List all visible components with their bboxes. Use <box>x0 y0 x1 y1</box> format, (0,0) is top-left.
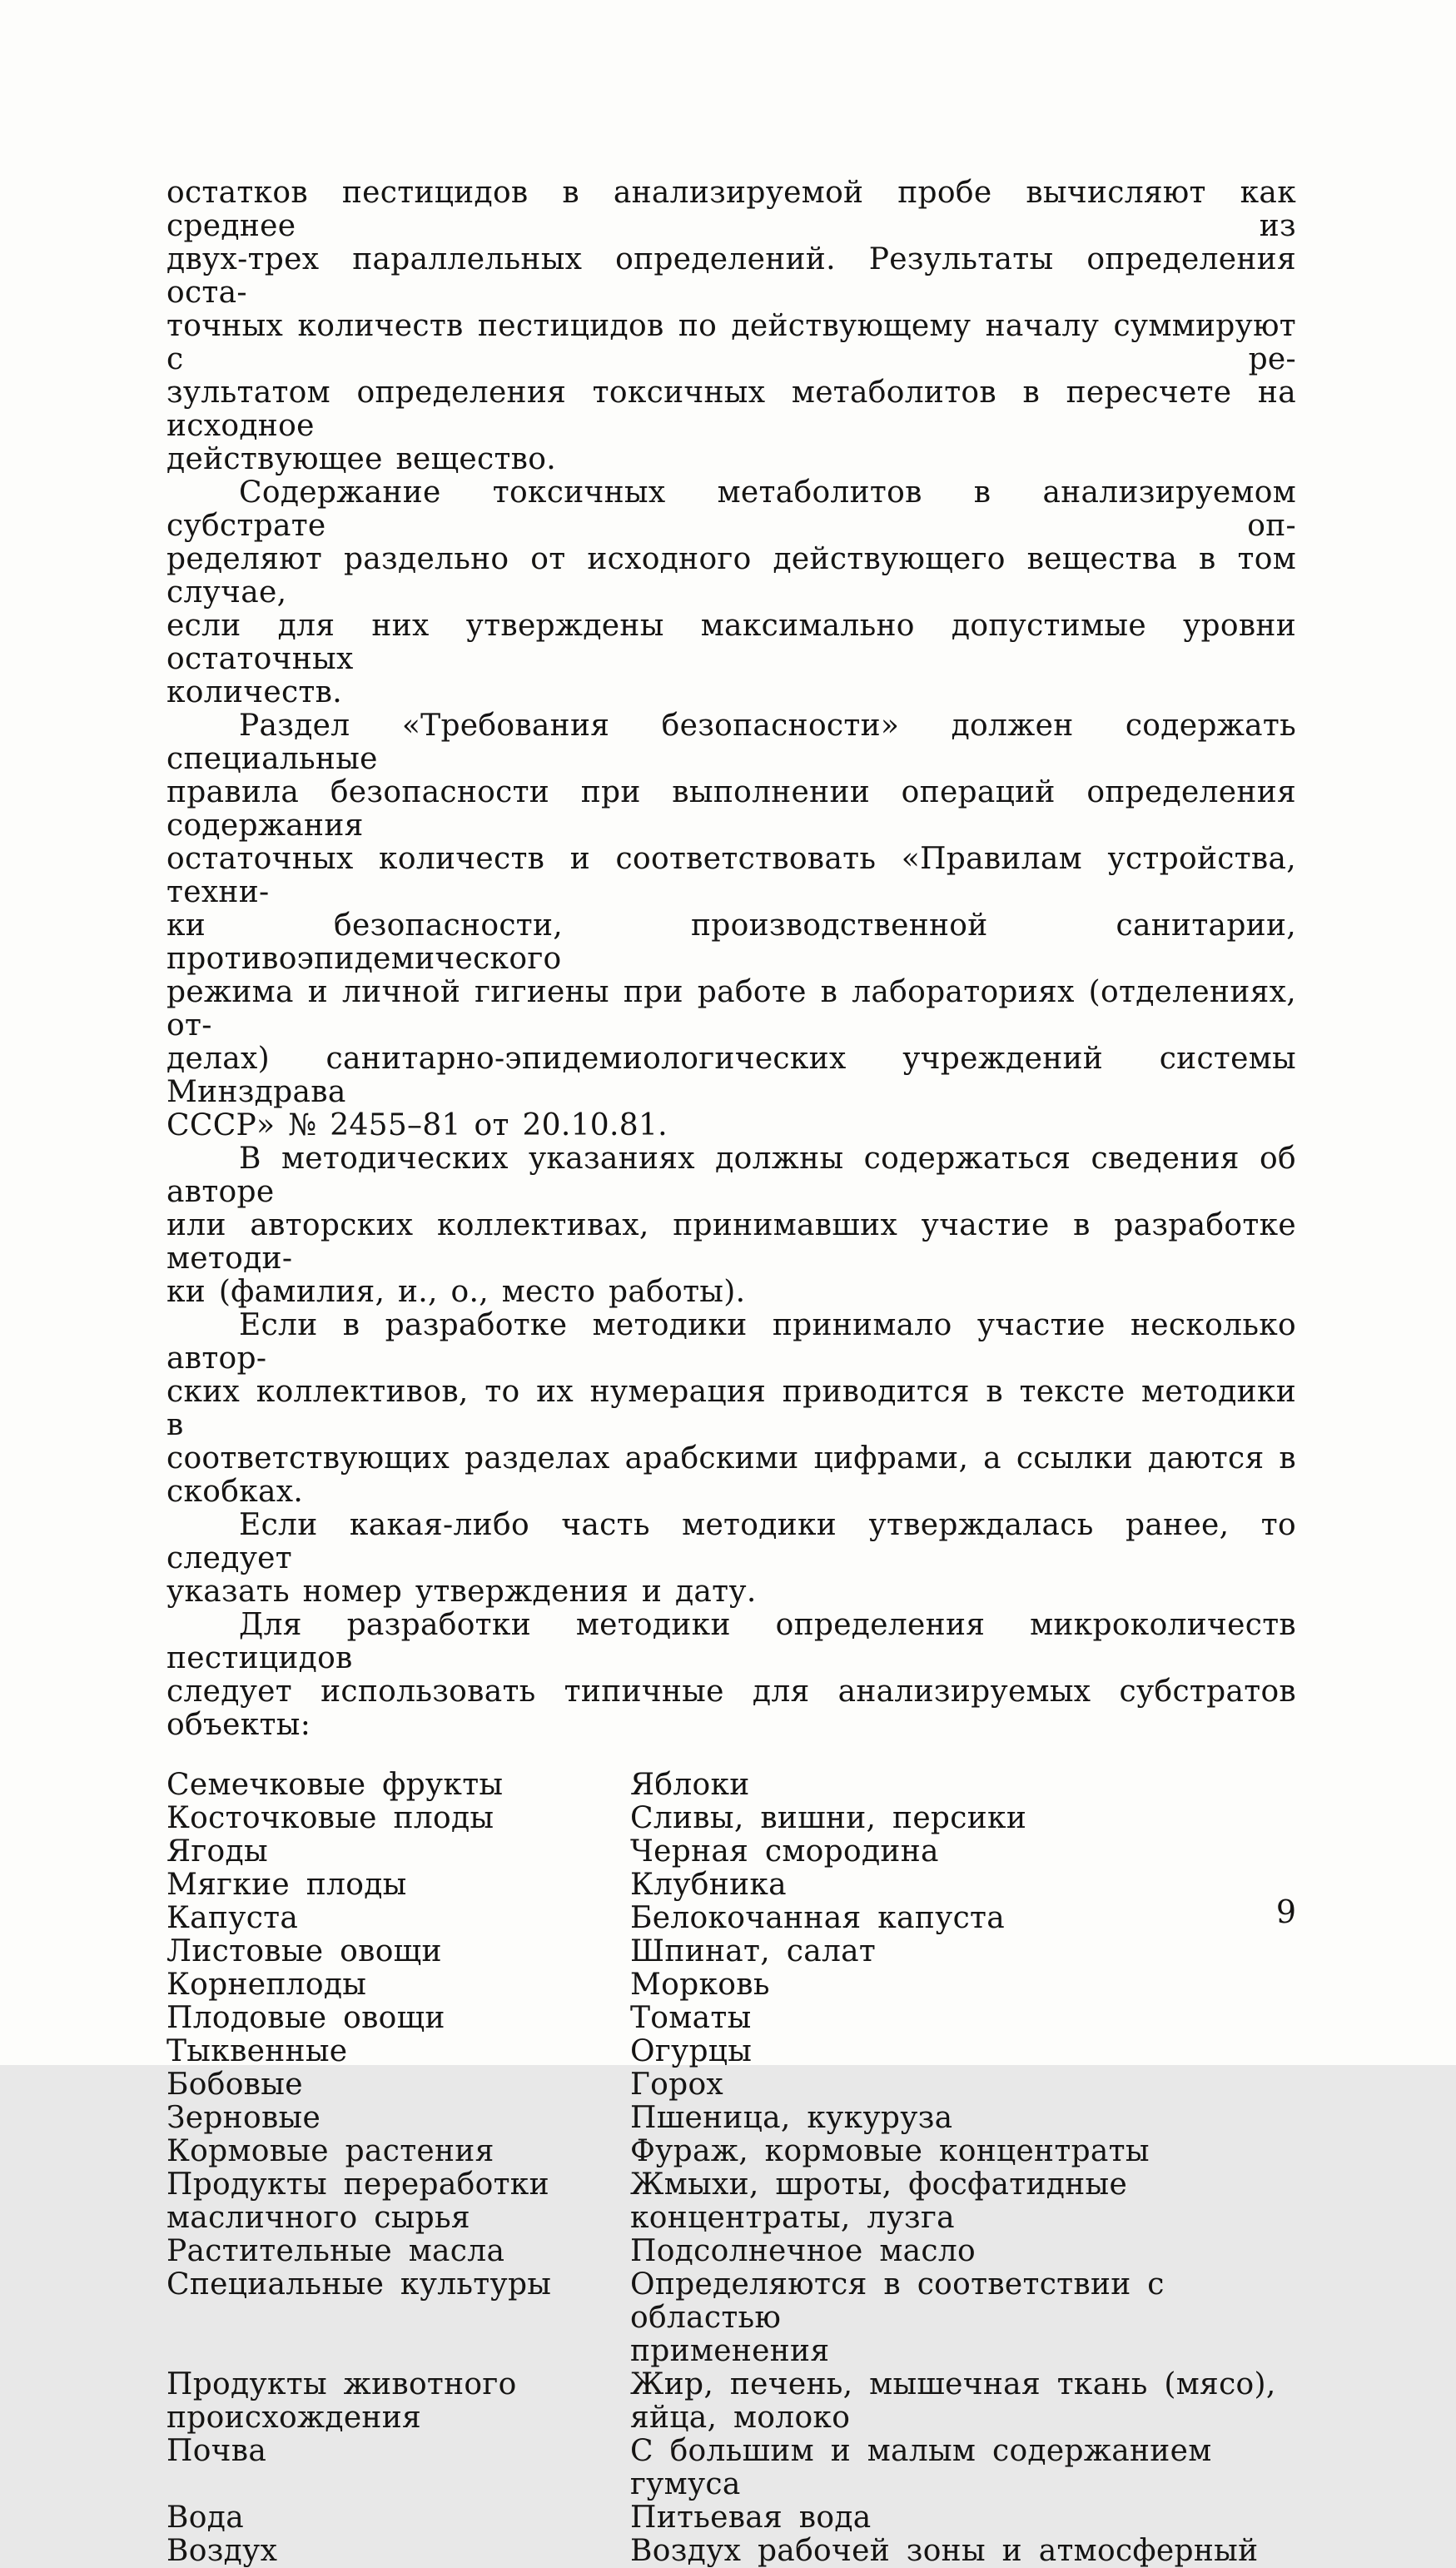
text-line: объекты: <box>166 1708 311 1742</box>
examples-cell: Белокочанная капуста <box>630 1901 1006 1935</box>
category-cell: Косточковые плоды <box>166 1801 494 1835</box>
text-line: остатков пестицидов в анализируемой пробе вычисляют как среднее из <box>166 176 1296 243</box>
examples-cell: Горох <box>630 2068 724 2102</box>
examples-cell: Определяются в соответствии с областью применения <box>630 2267 1165 2368</box>
examples-cell: С большим и малым содержанием гумуса <box>630 2434 1212 2501</box>
paragraph <box>166 476 1296 709</box>
text-line: Если какая-либо часть методики утверждалась ранее, то следует <box>166 1508 1296 1575</box>
category-cell: Плодовые овощи <box>166 2001 445 2035</box>
category-cell: Кормовые растения <box>166 2134 494 2168</box>
category-cell: Ягоды <box>166 1834 268 1869</box>
text-line: указать номер утверждения и дату. <box>166 1575 757 1609</box>
category-cell: Капуста <box>166 1901 299 1935</box>
category-cell: Растительные масла <box>166 2234 505 2268</box>
text-line: Для разработки методики определения микроколичеств пестицидов <box>166 1608 1296 1675</box>
paragraph <box>166 1509 1296 1609</box>
category-cell: Почва <box>166 2434 267 2468</box>
examples-cell: Воздух рабочей зоны и атмосферный <box>630 2534 1259 2568</box>
text-line: точных количеств пестицидов по действующему началу суммируют с ре- <box>166 309 1296 376</box>
examples-cell: Яблоки <box>630 1768 750 1802</box>
text-line: ки (фамилия, и., о., место работы). <box>166 1275 746 1309</box>
category-cell: Вода <box>166 2501 244 2535</box>
examples-cell: Пшеница, кукуруза <box>630 2101 953 2135</box>
page-number: 9 <box>1275 1894 1296 1930</box>
text-line: В методических указаниях должны содержаться сведения об авторе <box>166 1142 1296 1209</box>
category-cell: Мягкие плоды <box>166 1868 407 1902</box>
text-line: правила безопасности при выполнении операций определения содержания <box>166 775 1296 843</box>
text-line: или авторских коллективах, принимавших участие в разработке методи- <box>166 1208 1296 1276</box>
text-line: зультатом определения токсичных метаболитов в пересчете на исходное <box>166 376 1296 443</box>
category-cell: Листовые овощи <box>166 1934 442 1968</box>
text-line: ки безопасности, производственной санитарии, противоэпидемического <box>166 908 1296 976</box>
examples-cell: Томаты <box>630 2001 752 2035</box>
paragraph <box>166 1142 1296 1309</box>
examples-cell: Питьевая вода <box>630 2501 872 2535</box>
examples-cell: Морковь <box>630 1968 770 2002</box>
text-line: скобках. <box>166 1475 304 1509</box>
text-line: СССР» № 2455–81 от 20.10.81. <box>166 1108 668 1142</box>
paragraph <box>166 1609 1296 1742</box>
text-line: количеств. <box>166 675 342 709</box>
category-cell: Корнеплоды <box>166 1968 367 2002</box>
paragraph <box>166 709 1296 1142</box>
substrate-objects-table <box>166 1769 1296 2568</box>
text-block <box>166 177 1296 2568</box>
examples-cell: Подсолнечное масло <box>630 2234 976 2268</box>
text-line: соответствующих разделах арабскими цифрами, а ссылки даются в <box>166 1441 1296 1476</box>
text-line: Раздел «Требования безопасности» должен содержать специальные <box>166 709 1296 776</box>
examples-cell: Шпинат, салат <box>630 1934 877 1968</box>
category-cell: Продукты животного происхождения <box>166 2367 517 2435</box>
examples-cell: Жмыхи, шроты, фосфатидные концентраты, лузга <box>630 2167 1128 2235</box>
text-line: следует использовать типичные для анализируемых субстратов <box>166 1675 1296 1709</box>
category-cell: Бобовые <box>166 2068 303 2102</box>
category-cell: Воздух <box>166 2534 278 2568</box>
category-cell: Тыквенные <box>166 2034 348 2068</box>
category-cell: Продукты переработки масличного сырья <box>166 2167 549 2235</box>
paragraph <box>166 177 1296 476</box>
text-line: ределяют раздельно от исходного действующего вещества в том случае, <box>166 542 1296 610</box>
examples-cell: Жир, печень, мышечная ткань (мясо), яйца, молоко <box>630 2367 1276 2435</box>
text-line: делах) санитарно-эпидемиологических учреждений системы Минздрава <box>166 1042 1296 1109</box>
text-line: Содержание токсичных метаболитов в анализируемом субстрате оп- <box>166 475 1296 543</box>
text-line: действующее вещество. <box>166 442 556 476</box>
examples-cell: Сливы, вишни, персики <box>630 1801 1027 1835</box>
category-cell: Зерновые <box>166 2101 321 2135</box>
text-line: ских коллективов, то их нумерация приводится в тексте методики в <box>166 1375 1296 1442</box>
text-line: Если в разработке методики принимало участие несколько автор- <box>166 1308 1296 1376</box>
examples-cell: Клубника <box>630 1868 787 1902</box>
category-cell: Специальные культуры <box>166 2267 552 2302</box>
text-line: режима и личной гигиены при работе в лабораториях (отделениях, от- <box>166 975 1296 1043</box>
paragraph <box>166 1309 1296 1509</box>
category-cell: Семечковые фрукты <box>166 1768 504 1802</box>
text-line: остаточных количеств и соответствовать «Правилам устройства, техни- <box>166 842 1296 909</box>
examples-cell: Огурцы <box>630 2034 753 2068</box>
examples-cell: Черная смородина <box>630 1834 939 1869</box>
text-line: если для них утверждены максимально допустимые уровни остаточных <box>166 609 1296 676</box>
text-line: двух-трех параллельных определений. Результаты определения оста- <box>166 242 1296 310</box>
examples-cell: Фураж, кормовые концентраты <box>630 2134 1150 2168</box>
